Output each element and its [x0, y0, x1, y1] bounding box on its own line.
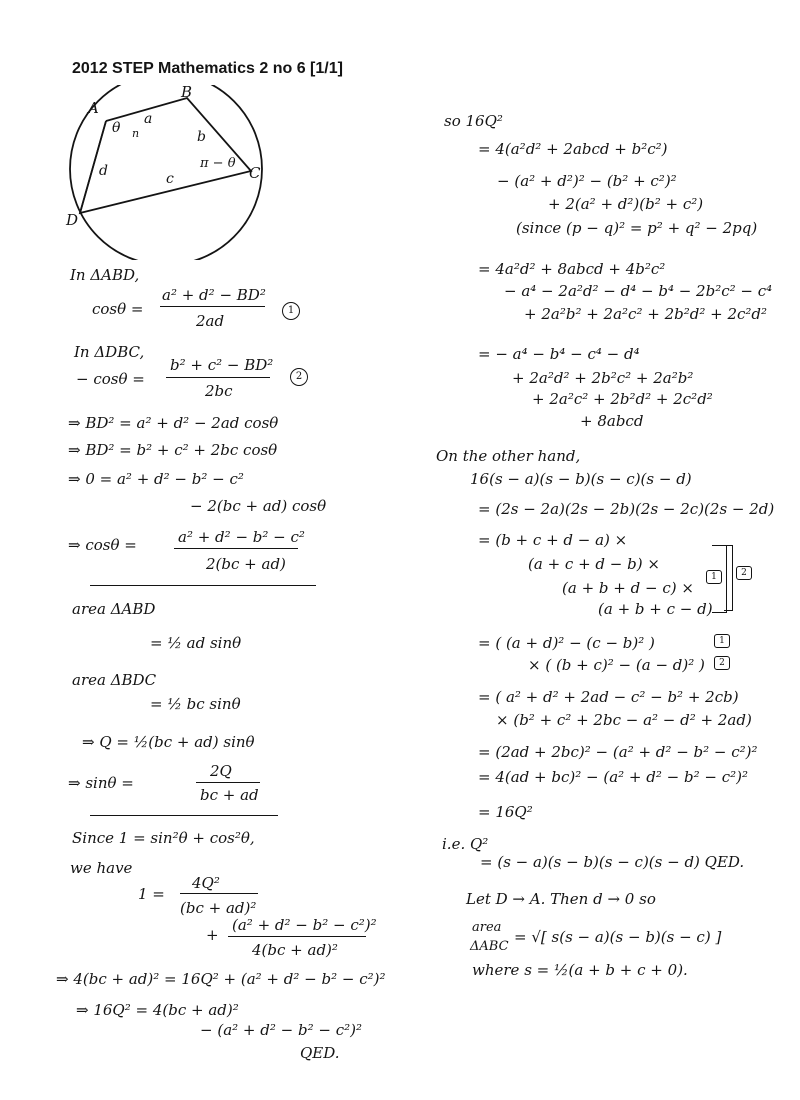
- inner-mark-label: n: [132, 127, 140, 140]
- line-in-abd: In ΔABD,: [70, 266, 140, 284]
- area-abd-heading: area ΔABD: [72, 600, 156, 618]
- factor-line-1: = (b + c + d − a) ×: [478, 531, 628, 549]
- factor-line-3: (a + b + d − c) ×: [562, 579, 694, 597]
- area-abd-formula: = ½ ad sinθ: [150, 634, 242, 652]
- cyclic-quadrilateral-diagram: [60, 85, 270, 260]
- semiperimeter-definition: where s = ½(a + b + c + 0).: [472, 961, 688, 979]
- so-16q-squared: so 16Q²: [444, 112, 503, 130]
- line-mark-2: 2: [714, 656, 730, 670]
- vertex-d-label: D: [66, 211, 79, 229]
- grouping-bracket-outer: [724, 545, 733, 611]
- cos-theta-result-lhs: ⇒ cosθ =: [68, 536, 137, 554]
- collected-line-3: + 2a²c² + 2b²d² + 2c²d²: [532, 390, 713, 408]
- sixteen-q-squared-line: ⇒ 16Q² = 4(bc + ad)²: [76, 1001, 239, 1019]
- side-b-label: b: [197, 129, 206, 145]
- expansion-line-3: + 2(a² + d²)(b² + c²): [548, 195, 704, 213]
- expansion-line-4: = 4a²d² + 8abcd + 4b²c²: [478, 260, 666, 278]
- brahmagupta-result: = (s − a)(s − b)(s − c)(s − d) QED.: [480, 853, 745, 871]
- line-mark-1: 1: [714, 634, 730, 648]
- group-mark-1: 1: [706, 570, 722, 584]
- equals-16q-squared: = 16Q²: [478, 803, 533, 821]
- bd-squared-line-1: ⇒ BD² = a² + d² − 2ad cosθ: [68, 414, 279, 432]
- ie-q-squared: i.e. Q²: [442, 835, 489, 853]
- zero-equation-continued: − 2(bc + ad) cosθ: [190, 497, 327, 515]
- expansion-line-5: − a⁴ − 2a²d² − d⁴ − b⁴ − 2b²c² − c⁴: [504, 282, 773, 300]
- one-equals: 1 =: [138, 885, 165, 903]
- herons-formula: = √[ s(s − a)(s − b)(s − c) ]: [514, 928, 722, 946]
- angle-pi-minus-theta-label: π − θ: [200, 156, 236, 171]
- bd-squared-line-2: ⇒ BD² = b² + c² + 2bc cosθ: [68, 441, 278, 459]
- area-label: area: [472, 920, 502, 935]
- angle-theta-label: θ: [112, 120, 121, 136]
- term-1-denominator: (bc + ad)²: [180, 899, 257, 917]
- fraction-bar: [174, 548, 298, 549]
- vertex-a-label: A: [88, 99, 99, 117]
- term-2-numerator: (a² + d² − b² − c²)²: [232, 916, 377, 934]
- equation-mark-1: 1: [282, 302, 300, 320]
- collected-line-4: + 8abcd: [580, 412, 644, 430]
- neg-cos-theta-lhs: − cosθ =: [76, 370, 145, 388]
- cos-theta-lhs: cosθ =: [92, 300, 144, 318]
- expansion-line-1: = 4(a²d² + 2abcd + b²c²): [478, 140, 668, 158]
- product-line-1: 16(s − a)(s − b)(s − c)(s − d): [470, 470, 692, 488]
- sin-theta-numerator: 2Q: [210, 762, 232, 780]
- cos-theta-numerator: a² + d² − BD²: [162, 286, 266, 304]
- area-bdc-heading: area ΔBDC: [72, 671, 157, 689]
- expanded-product-line-1: = ( a² + d² + 2ad − c² − b² + 2cb): [478, 688, 739, 706]
- sin-theta-denominator: bc + ad: [200, 786, 259, 804]
- expansion-line-6: + 2a²b² + 2a²c² + 2b²d² + 2c²d²: [524, 305, 768, 323]
- term-2-denominator: 4(bc + ad)²: [252, 941, 338, 959]
- difference-line-1: = ( (a + d)² − (c − b)² ): [478, 634, 655, 652]
- vertex-b-label: B: [181, 85, 193, 101]
- vertex-c-label: C: [249, 164, 261, 182]
- equation-mark-2: 2: [290, 368, 308, 386]
- factor-line-2: (a + c + d − b) ×: [528, 555, 660, 573]
- cos-theta-result-denominator: 2(bc + ad): [206, 555, 286, 573]
- side-c-label: c: [166, 171, 174, 187]
- page-title: 2012 STEP Mathematics 2 no 6 [1/1]: [72, 60, 343, 77]
- collected-line-2: + 2a²d² + 2b²c² + 2a²b²: [512, 369, 694, 387]
- we-have-line: we have: [70, 859, 133, 877]
- plus-sign: +: [206, 926, 219, 944]
- section-divider: [90, 585, 316, 586]
- square-difference-line-1: = (2ad + 2bc)² − (a² + d² − b² − c²)²: [478, 743, 758, 761]
- side-a-label: a: [144, 111, 153, 127]
- expansion-line-2: − (a² + d²)² − (b² + c²)²: [497, 172, 677, 190]
- side-d-label: d: [99, 163, 108, 179]
- group-mark-2: 2: [736, 566, 752, 580]
- factor-line-4: (a + b + c − d): [598, 600, 713, 618]
- let-d-to-a-line: Let D → A. Then d → 0 so: [466, 890, 656, 908]
- sin-theta-lhs: ⇒ sinθ =: [68, 774, 134, 792]
- total-area-line: ⇒ Q = ½(bc + ad) sinθ: [82, 733, 255, 751]
- since-identity-note: (since (p − q)² = p² + q² − 2pq): [516, 219, 758, 237]
- neg-cos-theta-denominator: 2bc: [205, 382, 233, 400]
- square-difference-line-2: = 4(ad + bc)² − (a² + d² − b² − c²)²: [478, 768, 748, 786]
- fraction-bar: [180, 893, 258, 894]
- expanded-product-line-2: × (b² + c² + 2bc − a² − d² + 2ad): [496, 711, 752, 729]
- area-bdc-formula: = ½ bc sinθ: [150, 695, 241, 713]
- fraction-bar: [228, 936, 366, 937]
- qed-left: QED.: [300, 1044, 340, 1062]
- fraction-bar: [160, 306, 265, 307]
- fraction-bar: [196, 782, 260, 783]
- collected-line-1: = − a⁴ − b⁴ − c⁴ − d⁴: [478, 345, 640, 363]
- neg-cos-theta-numerator: b² + c² − BD²: [170, 356, 274, 374]
- term-1-numerator: 4Q²: [192, 874, 220, 892]
- difference-line-2: × ( (b + c)² − (a − d)² ): [528, 656, 705, 674]
- fraction-bar: [166, 377, 270, 378]
- product-line-2: = (2s − 2a)(2s − 2b)(2s − 2c)(2s − 2d): [478, 500, 775, 518]
- on-the-other-hand: On the other hand,: [436, 447, 581, 465]
- line-in-dbc: In ΔDBC,: [74, 343, 145, 361]
- section-divider: [90, 815, 278, 816]
- expanded-equation-line: ⇒ 4(bc + ad)² = 16Q² + (a² + d² − b² − c²)²: [56, 970, 386, 988]
- triangle-abc-label: ΔABC: [470, 939, 509, 954]
- sixteen-q-squared-continued: − (a² + d² − b² − c²)²: [200, 1021, 362, 1039]
- zero-equation-line: ⇒ 0 = a² + d² − b² − c²: [68, 470, 244, 488]
- cos-theta-result-numerator: a² + d² − b² − c²: [178, 528, 305, 546]
- cos-theta-denominator: 2ad: [196, 312, 225, 330]
- identity-line: Since 1 = sin²θ + cos²θ,: [72, 829, 255, 847]
